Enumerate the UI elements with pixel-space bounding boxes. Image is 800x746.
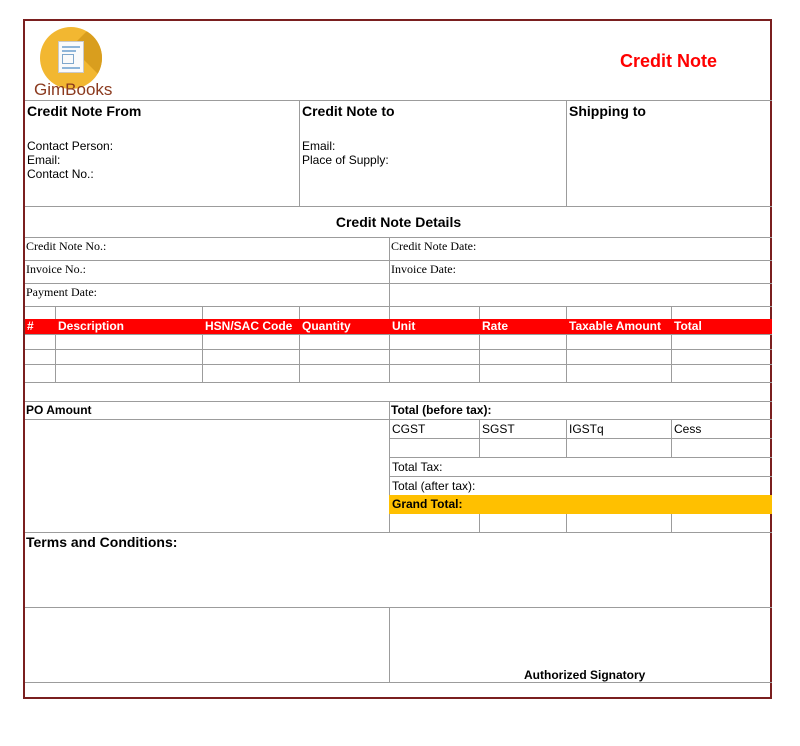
from-heading: Credit Note From <box>27 103 142 119</box>
column-header-total: Total <box>674 319 702 333</box>
shipping-heading: Shipping to <box>569 103 646 119</box>
details-heading: Credit Note Details <box>335 214 462 230</box>
credit-note-no-label: Credit Note No.: <box>26 239 107 253</box>
to-place-of-supply-label: Place of Supply: <box>302 153 389 167</box>
credit-note-date-label: Credit Note Date: <box>391 239 477 253</box>
invoice-no-label: Invoice No.: <box>26 262 86 276</box>
payment-date-label: Payment Date: <box>26 285 97 299</box>
invoice-date-label: Invoice Date: <box>391 262 456 276</box>
gimbooks-logo <box>25 21 135 101</box>
column-header-rate: Rate <box>482 319 509 333</box>
brand-name: GimBooks <box>34 80 113 99</box>
document-icon <box>58 41 84 73</box>
column-header-hsn-sac: HSN/SAC Code <box>205 319 293 333</box>
terms-heading: Terms and Conditions: <box>26 534 178 550</box>
tax-column-cess: Cess <box>674 422 702 436</box>
from-contact-person-label: Contact Person: <box>27 139 114 153</box>
column-header-description: Description <box>58 319 125 333</box>
tax-column-sgst: SGST <box>482 422 515 436</box>
total-before-tax-label: Total (before tax): <box>391 403 492 417</box>
tax-column-cgst: CGST <box>392 422 426 436</box>
column-header-unit: Unit <box>392 319 416 333</box>
grand-total-label: Grand Total: <box>392 497 463 511</box>
from-contact-no-label: Contact No.: <box>27 167 94 181</box>
to-email-label: Email: <box>302 139 336 153</box>
total-tax-label: Total Tax: <box>392 460 443 474</box>
column-header-taxable-amount: Taxable Amount <box>569 319 662 333</box>
credit-note-sheet <box>23 19 772 699</box>
authorized-signatory-label: Authorized Signatory <box>524 668 646 682</box>
column-header-quantity: Quantity <box>302 319 351 333</box>
to-heading: Credit Note to <box>302 103 395 119</box>
po-amount-label: PO Amount <box>26 403 92 417</box>
tax-column-igst: IGSTq <box>569 422 604 436</box>
from-email-label: Email: <box>27 153 61 167</box>
document-title: Credit Note <box>620 51 718 71</box>
total-after-tax-label: Total (after tax): <box>392 479 476 493</box>
column-header-number: # <box>27 319 34 333</box>
